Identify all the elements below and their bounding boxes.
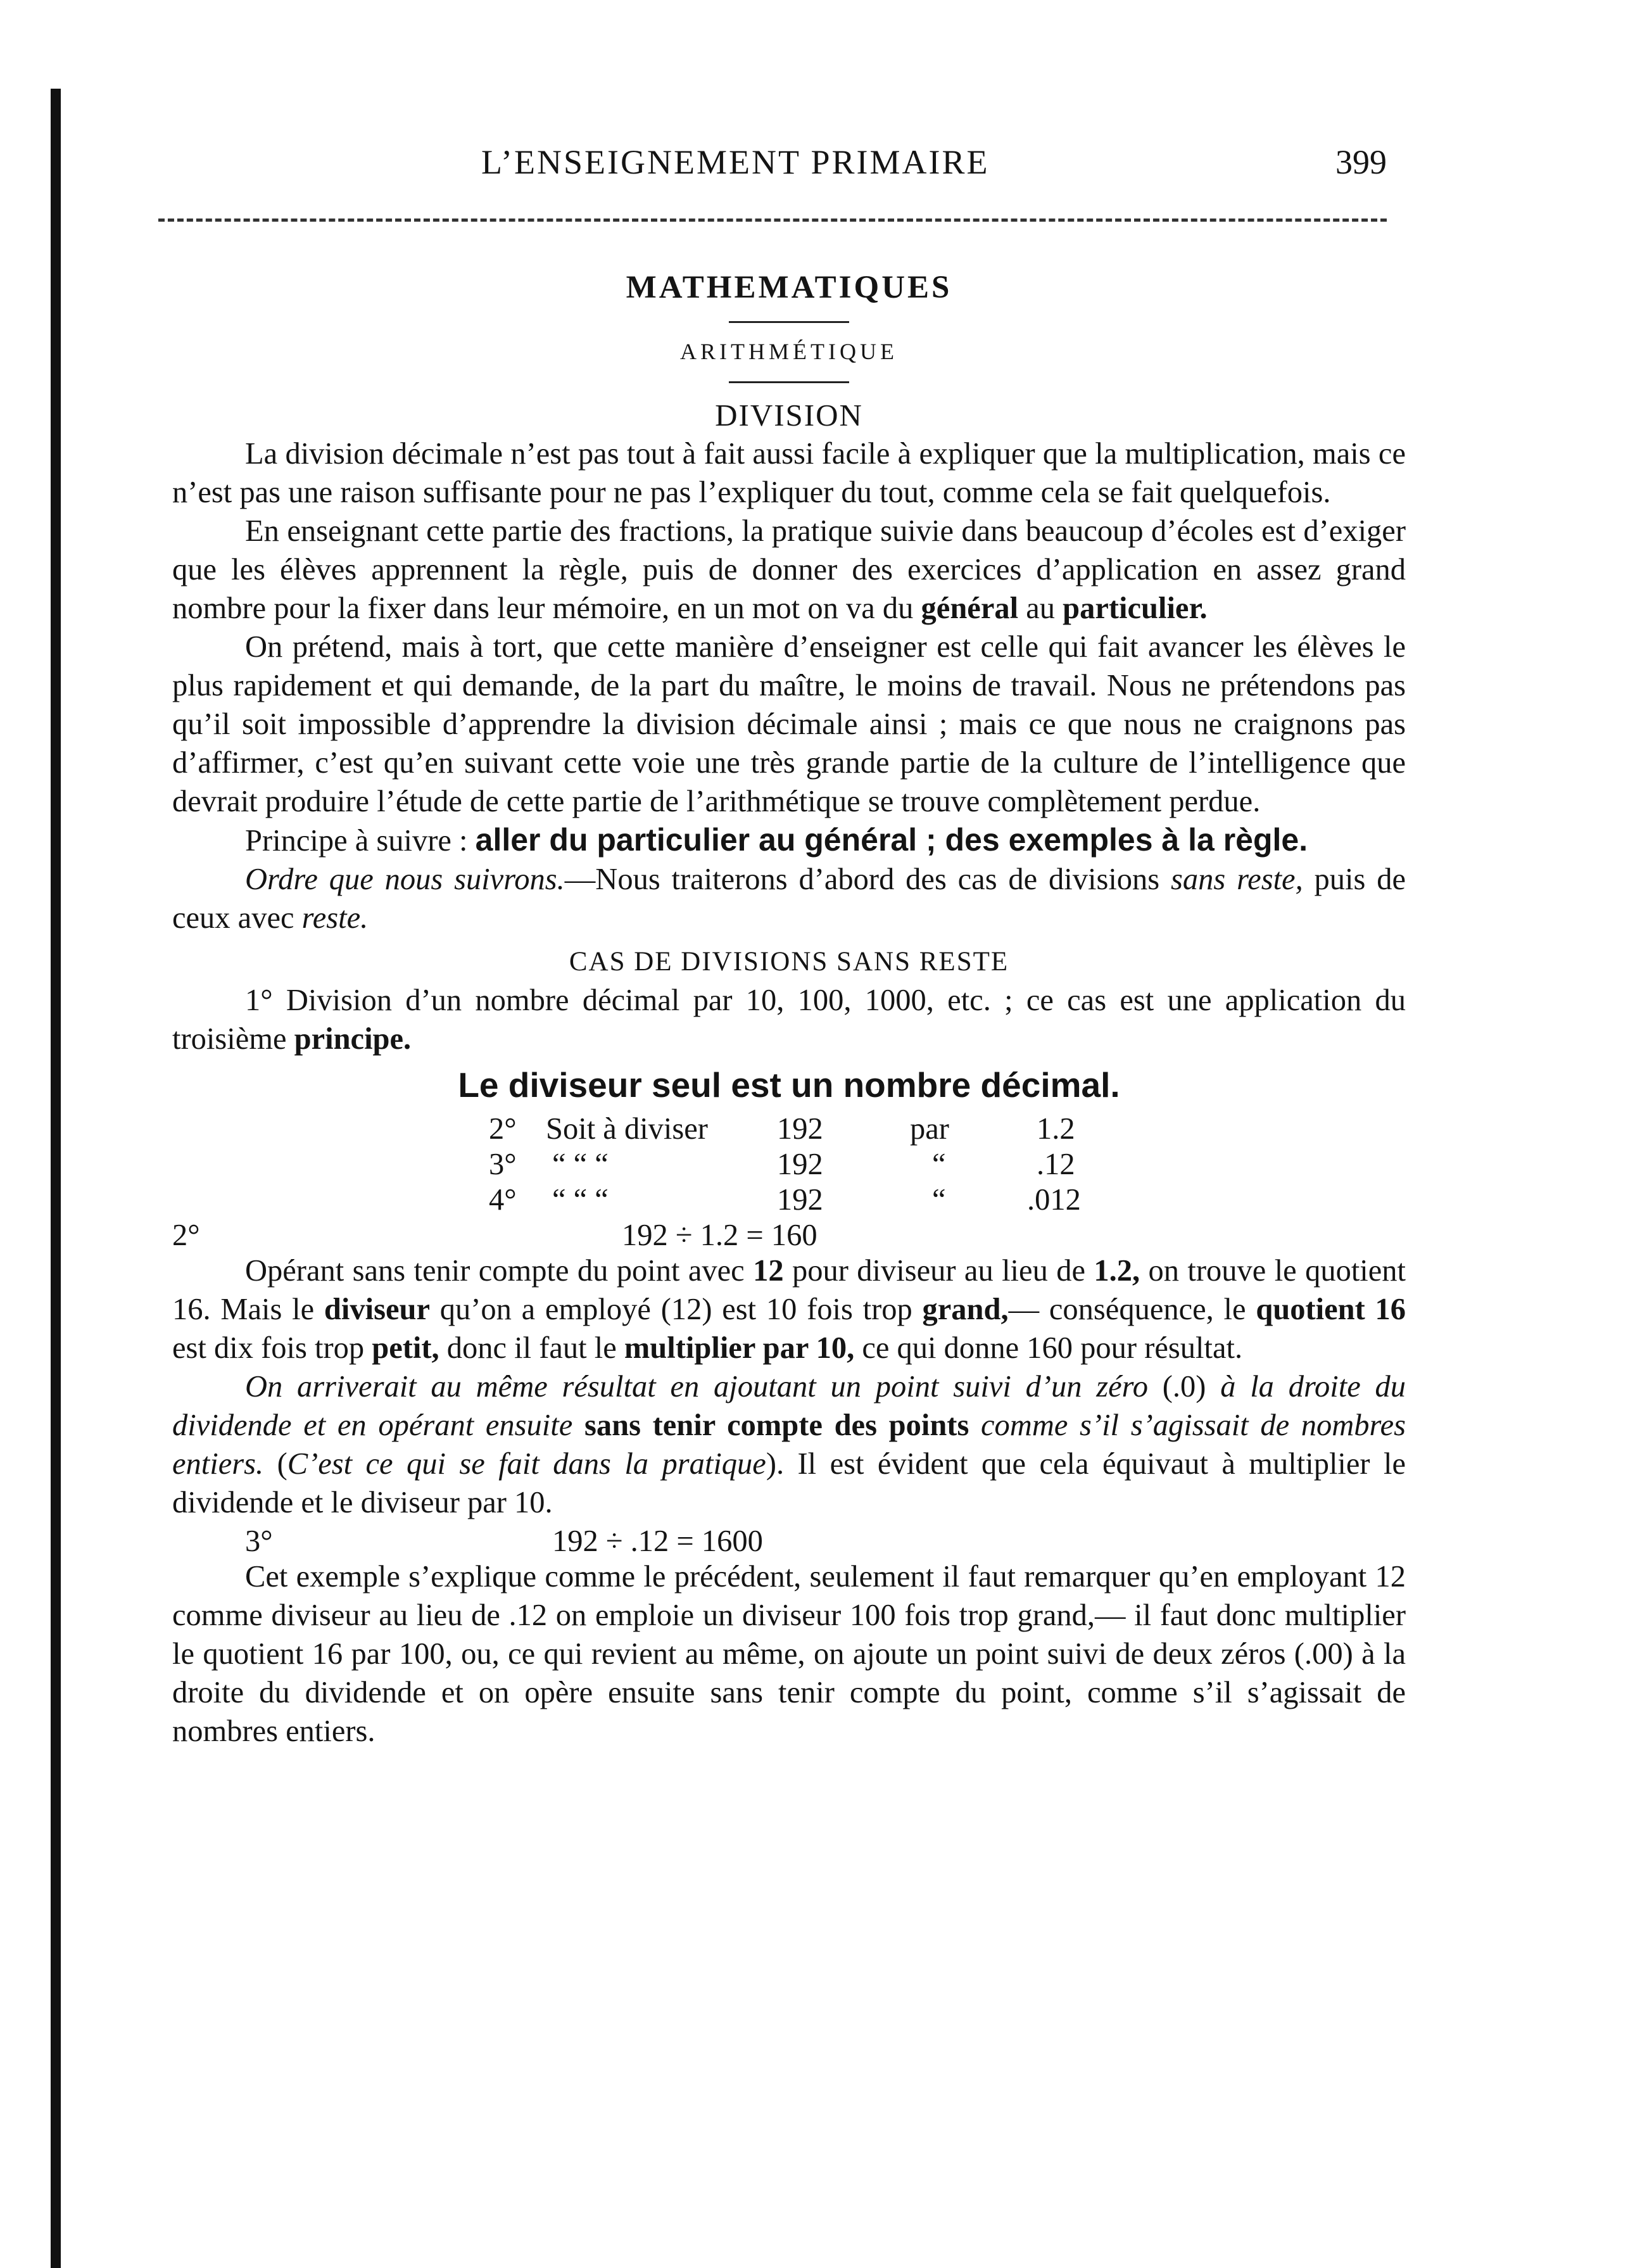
page-body bbox=[172, 253, 1406, 1751]
example-text: “ “ “ bbox=[552, 1183, 609, 1217]
page-header bbox=[158, 143, 1387, 193]
paragraph-3: On prétend, mais à tort, que cette manière d’enseigner est celle qui fait avancer les élèves le plus rapidement et qui demande, de la part du maître, le moins de travail. Nous ne prétendons pas qu’il soit impossible d’apprendre la division décimale ainsi ; mais ce que nous ne craignons pas d’affirmer, c’est qu’en suivant cette voie une très grande partie de la culture de l’intelligence que devrait produire l’étude de cette partie de l’arithmétique se trouve complètement perdue. bbox=[172, 630, 1406, 818]
p7-italic: On arriverait au même résultat en ajoutant un point suivi d’un zéro bbox=[245, 1370, 1148, 1403]
equation-row bbox=[172, 1522, 1406, 1557]
example-divisor: .012 bbox=[1027, 1183, 1081, 1217]
example-row bbox=[172, 1110, 1406, 1145]
p7-italic: C’est ce qui se fait dans la pratique bbox=[287, 1447, 766, 1481]
running-title: L’ENSEIGNEMENT PRIMAIRE bbox=[481, 143, 990, 181]
example-dividend: 192 bbox=[777, 1148, 823, 1181]
example-number: 4° bbox=[489, 1183, 517, 1217]
paragraph-2-au: au bbox=[1026, 592, 1055, 625]
rule-title: Le diviseur seul est un nombre décimal. bbox=[458, 1065, 1120, 1105]
equation-expression: 192 ÷ 1.2 = 160 bbox=[622, 1219, 817, 1252]
p7-italic: comme s’il s’agissait de nombres entiers. bbox=[172, 1409, 1406, 1481]
principle-rule: aller du particulier au général ; des exemples à la règle. bbox=[475, 822, 1308, 858]
header-rule bbox=[158, 219, 1387, 222]
p6-text: est dix fois trop bbox=[172, 1331, 365, 1365]
equation-number: 2° bbox=[172, 1219, 200, 1252]
case-1-text: 1° Division d’un nombre décimal par 10, 100, 1000, etc. ; ce cas est une application du troisième bbox=[172, 984, 1406, 1056]
examples-block bbox=[172, 1110, 1406, 1251]
book-spine-margin bbox=[51, 89, 61, 2268]
p6-bold: multiplier par 10, bbox=[624, 1331, 855, 1365]
example-number: 2° bbox=[489, 1112, 517, 1146]
subtitle-rule bbox=[729, 381, 849, 383]
paragraph-7 bbox=[172, 1367, 1406, 1522]
p7-text: ( bbox=[277, 1447, 287, 1481]
example-dividend: 192 bbox=[777, 1183, 823, 1217]
equation-row bbox=[172, 1216, 1406, 1251]
section-title: DIVISION bbox=[715, 398, 863, 433]
order-text-2: puis de ceux avec bbox=[172, 863, 1406, 935]
p6-text: pour diviseur au lieu de bbox=[792, 1254, 1085, 1288]
example-divisor: .12 bbox=[1037, 1148, 1075, 1181]
paragraph-4 bbox=[172, 821, 1406, 860]
sans-reste: sans reste, bbox=[1171, 863, 1303, 896]
paragraph-2-text: En enseignant cette partie des fractions, la pratique suivie dans beaucoup d’écoles est d’exiger que les élèves apprennent la règle, puis de donner des exercices d’application en assez grand nombre pour la fixer dans leur mémoire, en un mot on va du bbox=[172, 514, 1406, 625]
equation-expression: 192 ÷ .12 = 1600 bbox=[552, 1524, 763, 1558]
example-text: Soit à diviser bbox=[546, 1112, 708, 1146]
order-text: —Nous traiterons d’abord des cas de divisions bbox=[564, 863, 1160, 896]
example-divisor: 1.2 bbox=[1037, 1112, 1075, 1146]
example-dividend: 192 bbox=[777, 1112, 823, 1146]
example-text: “ “ “ bbox=[552, 1148, 609, 1181]
example-row bbox=[172, 1145, 1406, 1181]
paragraph-6 bbox=[172, 1251, 1406, 1367]
p6-text: — conséquence, le bbox=[1008, 1293, 1246, 1326]
bold-general: général bbox=[921, 592, 1019, 625]
principle-label: Principe à suivre : bbox=[245, 824, 468, 858]
page-number: 399 bbox=[1335, 143, 1387, 181]
reste: reste. bbox=[301, 901, 369, 935]
paragraph-8: Cet exemple s’explique comme le précédent, seulement il faut remarquer qu’en employant 12 comme diviseur au lieu de .12 on emploie un diviseur 100 fois trop grand,— il faut donc multiplier le quotient 16 par 100, ou, ce qui revient au même, on ajoute un point suivi de deux zéros (.00) à la droite du dividende et on opère ensuite sans tenir compte du point, comme s’il s’agissait de nombres entiers. bbox=[172, 1560, 1406, 1748]
p7-italic: à la droite du dividende et en opérant ensuite bbox=[172, 1370, 1406, 1442]
case-1 bbox=[172, 981, 1406, 1058]
p6-bold: grand, bbox=[922, 1293, 1009, 1326]
equation-number: 3° bbox=[245, 1524, 273, 1558]
subtitle: ARITHMÉTIQUE bbox=[680, 339, 898, 364]
example-par: “ bbox=[932, 1183, 946, 1217]
title-rule bbox=[729, 321, 849, 323]
p7-text: ). Il est évident que cela équivaut à multiplier le dividende et le diviseur par 10. bbox=[172, 1447, 1406, 1519]
paragraph-1: La division décimale n’est pas tout à fait aussi facile à expliquer que la multiplication, mais ce n’est pas une raison suffisante pour ne pas l’expliquer du tout, comme cela se fait quelquefois. bbox=[172, 437, 1406, 509]
example-par: “ bbox=[932, 1148, 946, 1181]
p6-text: donc il faut le bbox=[446, 1331, 617, 1365]
example-par: par bbox=[910, 1112, 949, 1146]
case-1-principe: principe. bbox=[294, 1022, 412, 1056]
p6-bold: diviseur bbox=[324, 1293, 430, 1326]
p7-bold: sans tenir compte des points bbox=[584, 1409, 969, 1442]
p6-bold: petit, bbox=[372, 1331, 439, 1365]
p6-bold: 12 bbox=[753, 1254, 784, 1288]
case-title: CAS DE DIVISIONS SANS RESTE bbox=[569, 947, 1009, 977]
paragraph-5 bbox=[172, 860, 1406, 937]
bold-particulier: particulier. bbox=[1063, 592, 1208, 625]
p6-text: on trouve le quotient 16. Mais le bbox=[172, 1254, 1406, 1326]
p6-text: qu’on a employé (12) est 10 fois trop bbox=[439, 1293, 912, 1326]
main-title: MATHEMATIQUES bbox=[626, 270, 952, 305]
order-label: Ordre que nous suivrons. bbox=[245, 863, 565, 896]
example-row bbox=[172, 1181, 1406, 1216]
p6-bold: 1.2, bbox=[1094, 1254, 1140, 1288]
p7-text: (.0) bbox=[1162, 1370, 1206, 1403]
p6-bold: quotient 16 bbox=[1256, 1293, 1406, 1326]
example-number: 3° bbox=[489, 1148, 517, 1181]
p6-text: ce qui donne 160 pour résultat. bbox=[862, 1331, 1243, 1365]
paragraph-2 bbox=[172, 512, 1406, 628]
p6-text: Opérant sans tenir compte du point avec bbox=[245, 1254, 745, 1288]
